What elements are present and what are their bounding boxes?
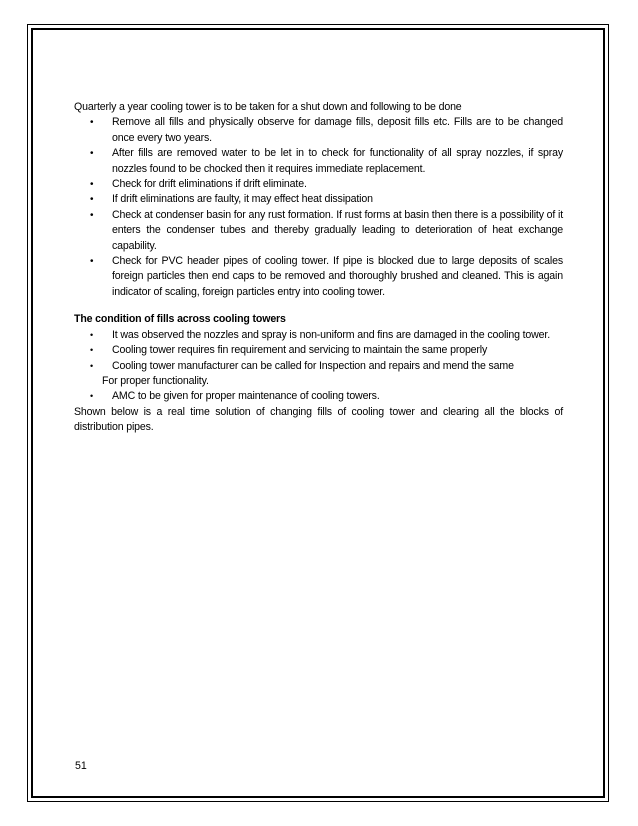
- closing-paragraph: Shown below is a real time solution of changing fills of cooling tower and clearing all the blocks of distribution pipes.: [74, 405, 563, 434]
- bullet-icon: •: [90, 391, 94, 402]
- list-item-text: AMC to be given for proper maintenance of cooling towers.: [112, 390, 380, 403]
- intro-paragraph: Quarterly a year cooling tower is to be taken for a shut down and following to be done: [74, 101, 462, 113]
- bullet-icon: •: [90, 360, 94, 371]
- list-item: [74, 328, 563, 343]
- bullet-icon: •: [90, 256, 94, 268]
- list-continuation-text: For proper functionality.: [102, 374, 209, 387]
- shutdown-checklist: [74, 115, 563, 300]
- bullet-icon: •: [90, 179, 94, 191]
- section-heading: The condition of fills across cooling towers: [74, 313, 286, 326]
- document-body: [74, 100, 563, 436]
- list-item-text: Remove all fills and physically observe for damage fills, deposit fills etc. Fills are to be changed once every two years.: [112, 116, 563, 144]
- list-item: [74, 192, 563, 207]
- list-item: [74, 208, 563, 254]
- list-item-text: If drift eliminations are faulty, it may effect heat dissipation: [112, 193, 373, 206]
- list-item-text: Check at condenser basin for any rust formation. If rust forms at basin then there is a possibility of it enters the condenser tubes and thereby gradually leading to deterioration of heat exchange capability.: [112, 208, 563, 252]
- list-item: [74, 359, 563, 374]
- list-item-text: Cooling tower manufacturer can be called for Inspection and repairs and mend the same: [112, 359, 514, 372]
- page-number: 51: [75, 760, 87, 772]
- fills-condition-list-end: [74, 389, 563, 404]
- list-item-text: It was observed the nozzles and spray is non-uniform and fins are damaged in the cooling tower.: [112, 328, 551, 341]
- list-item-text: Check for drift eliminations if drift eliminate.: [112, 178, 307, 191]
- bullet-icon: •: [90, 194, 94, 206]
- list-item: [74, 389, 563, 404]
- list-item-text: Cooling tower requires fin requirement and servicing to maintain the same properly: [112, 344, 488, 357]
- bullet-icon: •: [90, 209, 94, 221]
- fills-condition-list: [74, 328, 563, 374]
- list-item-text: Check for PVC header pipes of cooling tower. If pipe is blocked due to large deposits of scales foreign particles then end caps to be removed and thoroughly brushed and cleaned. This is again indicator of scaling, foreign particles entry into cooling tower.: [112, 255, 563, 298]
- list-item: [74, 343, 563, 358]
- bullet-icon: •: [90, 345, 94, 356]
- bullet-icon: •: [90, 148, 94, 160]
- list-item: [74, 146, 563, 177]
- list-item-text: After fills are removed water to be let in to check for functionality of all spray nozzles, if spray nozzles found to be chocked then it requires immediate replacement.: [112, 147, 563, 175]
- list-item: [74, 115, 563, 146]
- list-item: [74, 177, 563, 192]
- list-item: [74, 254, 563, 300]
- bullet-icon: •: [90, 329, 94, 340]
- bullet-icon: •: [90, 117, 94, 129]
